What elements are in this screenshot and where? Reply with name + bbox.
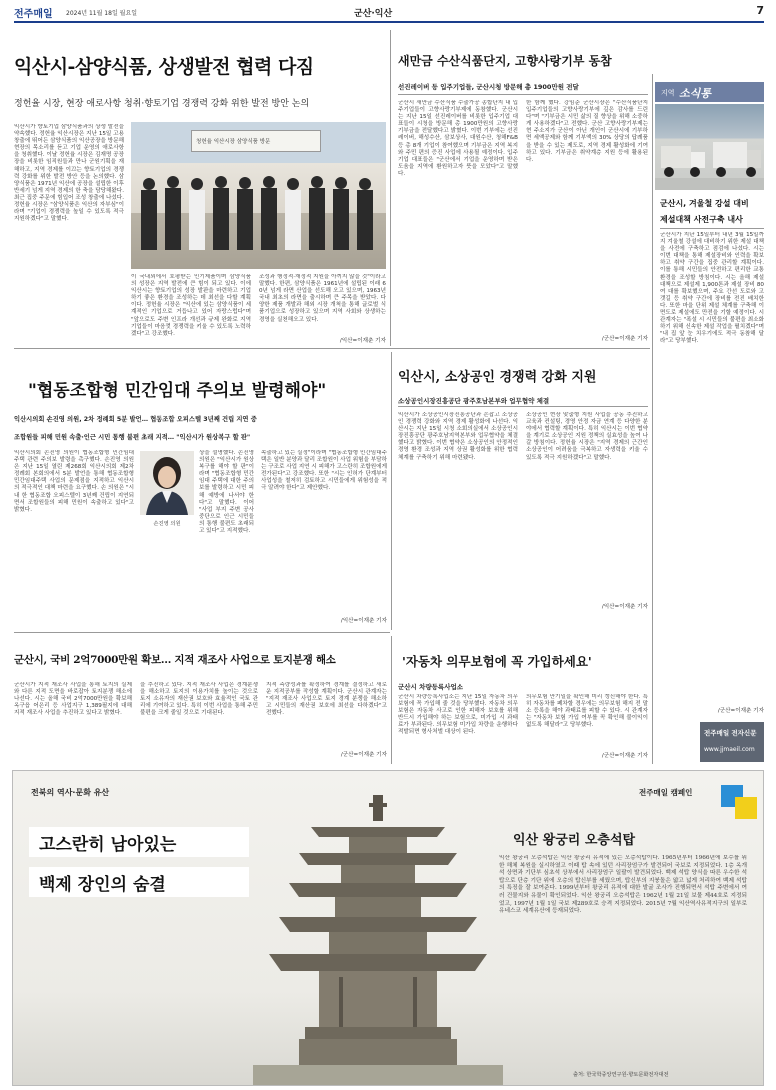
article6-col2: 의무보험 만기일을 확인해 미리 갱신해야 한다. 특히 자동차를 폐차할 경우에는 의무보험 해지 전 말소 등록을 해야 과태료를 피할 수 있다. 시 관계자는 "자동차 보험 가입 여부를 꼭 확인해 불이익이 없도록 해달라"고 당부했다. [526, 694, 648, 729]
campaign-headline-box2 [29, 867, 249, 897]
sidebar-section-label: 지역 [661, 89, 675, 97]
issue-date: 2024년 11월 18일 월요일 [66, 10, 138, 17]
article5-col2: 을 추진하고 있다. 지적 재조사 사업은 경계분쟁을 해소하고 토지의 이용가치를 높이는 것으로 토지 소유자의 재산권 보호와 효율적인 국토 관리에 기여하고 있다. 특히 이번 사업을 통해 주민 불편을 크게 줄일 것으로 기대된다. [140, 682, 258, 717]
article3-col3: 속출하고 있는 실정"이라며 "협동조합형 민간임대주택은 일반 분양과 달리 조합원이 사업 위험을 부담하는 구조로 사업 지연 시 피해가 고스란히 조합원에게 전가된다"고 강조했다. 또한 "시는 인허가 단계부터 사업성을 철저히 검토하고 시민들에게 위험성을 적극 알려야 한다"고 제안했다. [261, 450, 387, 492]
sidebar-headline1: 군산시, 겨울철 강설 대비 [660, 199, 749, 208]
article6-title: '자동차 의무보험에 꼭 가입하세요' [402, 654, 592, 669]
campaign-headline-box1 [29, 827, 249, 857]
sidebar-byline: /군산=이재춘 기자 [717, 708, 764, 714]
article6-col1: 군산시 차량등록사업소는 지난 15일 자동차 의무보험에 꼭 가입해 줄 것을 당부했다. 자동차 의무보험은 자동차 사고로 인한 피해자 보호를 위해 반드시 가입해야 하는 보험으로, 미가입 시 과태료가 부과된다. 의무보험 미가입 차량을 운행하다 적발되면 형사처벌 대상이 된다. [398, 694, 518, 736]
sidebar-body: 군산시가 지난 15일부터 내년 3월 15일까지 겨울철 강설에 대비하기 위한 제설 대책을 사전에 구축하고 점검에 나섰다. 시는 이번 대책을 통해 제설장비와 인력을 확보하고 취약 구간을 집중 관리할 계획이다. 이를 통해 시민들의 안전하고 편리한 교통 환경을 조성할 방침이다. 시는 올해 제설 대책으로 제설제 1,900톤과 제설 장비 80여 대를 확보했으며, 주요 간선 도로와 고갯길 등 취약 구간에 장비를 전진 배치한다. 또한 마을 단위 제설 체계를 구축해 이면도로 제설에도 만전을 기할 예정이다. 시 관계자는 "폭설 시 시민들의 불편을 최소화하기 위해 신속한 제설 작업을 펼치겠다"며 "내 집 앞 눈 치우기에도 적극 동참해 달라"고 당부했다. [660, 232, 764, 345]
article1-subtitle: 정헌율 시장, 현장 애로사항 청취·향토기업 경쟁력 강화 위한 발전 방안 논의 [14, 99, 310, 109]
article3-subtitle1: 익산시의회 손진영 의원, 2차 정례회 5분 발언… 협동조합 오피스텔 3년째 건립 지연 중 [14, 416, 257, 423]
article4-col1: 익산시가 소상공인시장진흥공단과 손잡고 소상공인 경쟁력 강화와 지역 경제 활성화에 나선다. 익산시는 지난 15일 시청 소회의실에서 소상공인시장진흥공단 광주호남지역본부와 업무협약을 체결했다고 밝혔다. 이번 협약은 소상공인의 안정적인 경영 환경 조성과 지역 상권 활성화를 위한 협력 체계를 구축하기 위해 마련됐다. [398, 412, 518, 461]
article3-portrait [140, 451, 194, 515]
article5-title: 군산시, 국비 2억7000만원 확보… 지적 재조사 사업으로 토지분쟁 해소 [14, 654, 336, 666]
sidebar-section-title: 소식통 [679, 87, 711, 100]
article2-rule [398, 94, 648, 95]
article1-title: 익산시-삼양식품, 상생발전 협력 다짐 [14, 56, 314, 78]
article4-rule [398, 406, 648, 407]
snowplow-trucks-illustration [655, 134, 764, 190]
color-square-yellow [735, 797, 757, 819]
rule-row3 [14, 632, 390, 633]
divider-a1-a2 [390, 30, 391, 346]
article6-subtitle: 군산시 차량등록사업소 [398, 683, 464, 691]
divider-a3-a4 [391, 352, 392, 630]
sidebar-rule [660, 228, 764, 229]
ad-url[interactable]: www.jjmaeil.com [704, 746, 755, 753]
section-name: 군산·익산 [354, 9, 393, 19]
campaign-body: 익산 왕궁리 오층석탑은 익산 왕궁리 유적에 있는 오층석탑이다. 1965년부터 1966년에 보수를 위한 해체 복원을 실시하였고 이때 탑 속에 있던 사리장엄구가 발견되어 국보로 지정되었다. 1층 옥개석 상면과 기단부 심초석 상부에서 사리장엄구 일괄이 발견되었다. 백제 석탑 양식을 따른 우수한 석탑으로 단층 기단 위에 오층의 탑신부를 세웠으며, 탑신부의 지붕돌은 얇고 넓게 처리하여 백제 석탑의 특징을 잘 보여준다. 1999년부터 왕궁리 유적에 대한 발굴 조사가 진행되면서 석탑 주변에서 여러 건물지와 유물이 확인되었다. 익산 왕궁리 오층석탑은 1962년 1월 21일 보물 제44호로 지정되었고, 1997년 1월 1일 국보 제289호로 승격 지정되었다. 2015년 7월 익산역사유적지구의 일부로 유네스코 세계유산에 등재되었다. [499, 855, 747, 915]
article4-subtitle: 소상공인시장진흥공단 광주호남본부와 업무협약 체결 [398, 397, 550, 405]
article3-title: "협동조합형 민간임대 주의보 발령해야" [28, 381, 327, 401]
article3-col2: 상을 설명했다. 손진영 의원은 "익산시가 원상복구를 해야 할 판"이라며 "협동조합형 민간임대 주택에 대한 주의보를 발령하고 시민 피해 예방에 나서야 한다"고 말했다. 이어 "사업 부지 주변 공사 중단으로 인근 시민들의 통행 불편도 초래되고 있다"고 지적했다. [199, 450, 254, 535]
banner-text: 청헌율 익산시장 삼양식품 방문 [196, 139, 271, 145]
portrait-illustration [140, 451, 194, 515]
article4-col2: 소상공인 현장 맞춤형 지원 사업을 공동 추진하고 교육과 컨설팅, 경영 안정 자금 연계 등 다양한 분야에서 협력할 계획이다. 특히 익산시는 이번 협약을 계기로 소상공인 지원 정책의 실효성을 높여 나갈 방침이다. 정헌율 시장은 "지역 경제의 근간인 소상공인이 어려움을 극복하고 자생력을 키울 수 있도록 적극 지원하겠다"고 말했다. [526, 412, 648, 461]
campaign-series: 전북의 역사·문화 유산 [31, 788, 110, 797]
divider-a5-a6 [391, 636, 392, 764]
ad-name: 전주매일 전자신문 [704, 729, 757, 737]
article1-photo [131, 122, 386, 269]
article3-byline: /익산=이재춘 기자 [340, 618, 387, 624]
article4-byline: /익산=이재춘 기자 [601, 604, 648, 610]
article6-byline: /군산=이재춘 기자 [601, 753, 648, 759]
page-number: 7 [756, 4, 764, 17]
banner-sign [191, 130, 321, 152]
article1-byline: /익산=이재춘 기자 [339, 338, 386, 344]
pagoda-title: 익산 왕궁리 오층석탑 [513, 833, 636, 848]
header-rule [14, 21, 764, 23]
article3-col1: 익산시의회 손진영 의원이 협동조합형 민간임대주택 관련 주의보 발령을 촉구했다. 손진영 의원은 지난 15일 열린 제268회 익산시의회 제2차 정례회 본회의에서 5분 발언을 통해 협동조합형 민간임대주택 사업의 문제점을 지적하고 익산시의 적극적인 대책 마련을 요구했다. 손 의원은 "시내 한 협동조합 오피스텔이 3년째 건립이 지연되면서 조합원들의 피해 민원이 속출하고 있다"고 밝혔다. [14, 450, 134, 513]
sidebar-ad-box[interactable] [700, 722, 764, 762]
article5-byline: /군산=이재춘 기자 [340, 752, 387, 758]
article2-subtitle: 선진레이버 등 입주기업들, 군산시청 방문해 총 1900만원 전달 [398, 83, 579, 91]
campaign-label: 전주매일 캠페인 [639, 788, 693, 797]
divider-sidebar [652, 74, 653, 764]
article2-byline: /군산=이재춘 기자 [601, 336, 648, 342]
article5-col1: 군산시가 지적 재조사 사업을 통해 토지의 실제와 다른 지적 도면을 바로잡아 토지분쟁 해소에 나선다. 시는 올해 국비 2억7000만원을 확보해 옥구읍 어은리 등 사업지구 1,389필지에 대해 지적 재조사 사업을 추진하고 있다고 밝혔다. [14, 682, 132, 717]
article4-title: 익산시, 소상공인 경쟁력 강화 지원 [398, 370, 597, 385]
campaign-headline1: 고스란히 남아있는 [39, 835, 177, 855]
rule-row2 [14, 348, 650, 349]
campaign-headline2: 백제 장인의 숨결 [39, 875, 166, 895]
article1-col3: 조성과 행정적·재정적 지원을 아끼지 않을 것"이라고 말했다. 한편, 삼양식품은 1961년에 설립된 이래 60년 넘게 라면 산업을 선도해 오고 있으며, 1963년 국내 최초의 라면을 출시하며 큰 주목을 받았다. 다양한 제품 개발과 해외 시장 개척을 통해 글로벌 식품기업으로 성장하고 있으며 지역 사회와 상생하는 경영을 실천해오고 있다. [259, 274, 386, 323]
article1-col1: 익산시가 향토기업 삼양식품과의 상생 발전을 약속했다. 정헌율 익산시장은 지난 15일 고용 창출에 뛰어든 삼양식품의 익산공장을 방문해 현장의 목소리를 듣고 기업 운영의 애로사항을 청취했다. 이날 정헌율 시장은 김재명 공장장을 비롯한 임직원들과 만나 군원기획을 재해하고, 지역 경제를 이끄는 향토기업의 경쟁력 강화를 위한 발전 방안 등을 논의했다. 삼양식품은 1971년 익산에 공장을 설립한 이후 반세기 넘게 지역 경제의 한 축을 담당해왔다. 최근 집중 주문에 힘입어 조성 창출에 나섰다. 정헌율 시장은 "삼양식품은 익산의 자부심"이라며 "기업이 경쟁력을 높일 수 있도록 적극 지원하겠다"고 말했다. [14, 124, 124, 223]
article2-title: 새만금 수산식품단지, 고향사랑기부 동참 [398, 54, 612, 68]
article3-subtitle2: 조합원들 피해 민원 속출·인근 시민 통행 불편 초래 지적… "익산시가 원상복구 할 판" [14, 434, 251, 441]
article2-col1: 군산시 새만금 수산식품 수출가공 종합단지 내 입주기업들이 고향사랑기부제에 동참했다. 군산시는 지난 15일 선진레이버를 비롯한 입주기업 대표들이 시청을 방문해 총 1900만원의 고향사랑기부금을 전달했다고 밝혔다. 이번 기부에는 선진레이버, 해성수산, 삼보상사, 대원수산, 청해F&B 등 총 8개 기업이 참여했으며 기부금은 지역 복지와 주민 편의 증진 사업에 사용될 예정이다. 입주기업 대표들은 "군산에서 기업을 운영하며 받은 도움을 지역에 환원하고자 뜻을 모았다"고 말했다. [398, 100, 518, 177]
campaign-panel [12, 770, 764, 1086]
pagoda-illustration [253, 791, 503, 1086]
campaign-credit: 출처: 한국학중앙연구원-향토문화전자대전 [573, 1072, 669, 1078]
sidebar-header [655, 82, 764, 102]
article3-caption: 손진영 의원 [153, 521, 181, 527]
article2-col2: 한 함께 했다. 강임준 군산시장은 "수산식품단지 입주기업들의 고향사랑기부에 깊은 감사를 드린다"며 "기부금은 시민 삶의 질 향상을 위해 소중하게 사용하겠다"고 전했다. 군산 고향사랑기부제는 현 주소지가 군산이 아닌 개인이 군산시에 기부하면 세액공제와 함께 기부액의 30% 상당의 답례품을 받을 수 있는 제도로, 지역 경제 활성화에 기여하고 있다. 기부금은 취약계층 지원 등에 활용된다. [526, 100, 648, 163]
article5-col3: 지적 측량성과를 확정하여 경계를 결정하고 새로운 지적공부를 작성할 계획이다. 군산시 관계자는 "지적 재조사 사업으로 토지 경계 분쟁을 해소하고 시민들의 재산권 보호에 최선을 다하겠다"고 전했다. [266, 682, 387, 717]
masthead: 전주매일 [14, 9, 53, 20]
sidebar-headline2: 제설대책 사전구축 내사 [660, 215, 743, 224]
sidebar-photo [655, 104, 764, 190]
page-header [14, 4, 764, 20]
group-people-illustration [131, 162, 386, 269]
article1-col2: 이 국내외에서 호평받는 인기제품이며 삼양식품의 성장은 지역 발전에 큰 힘이 되고 있다. 이에 익산시는 향토기업의 성장 발판을 마련하고 기업 하기 좋은 환경을 조성하는 데 최선을 다할 계획이다. 정헌율 시장은 "익산에 있는 삼양식품이 세계적인 기업으로 거듭나고 있어 자랑스럽다"며 "앞으로도 주변 인프라 개선과 규제 완화로 지역 기업들이 마음껏 경쟁력을 키울 수 있도록 노력하겠다"고 강조했다. [131, 274, 251, 337]
